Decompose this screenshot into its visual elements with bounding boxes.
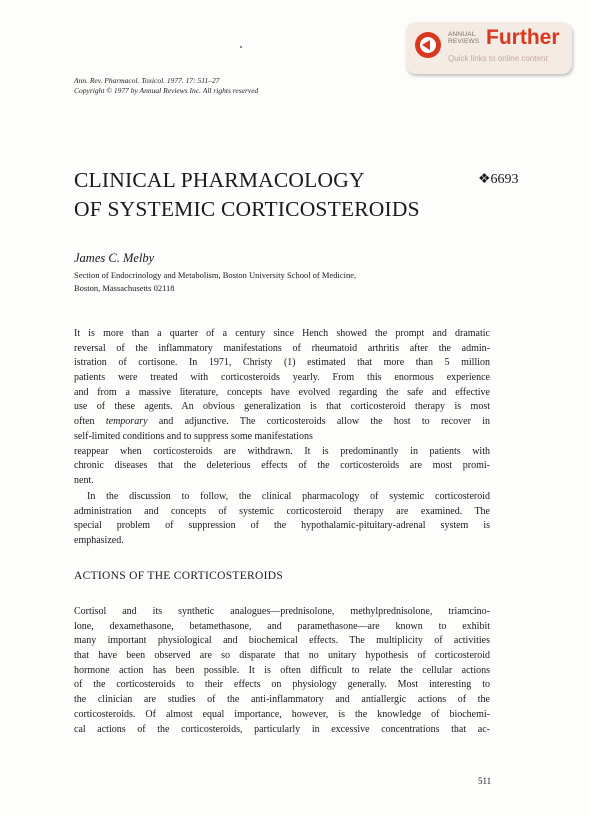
author-name: James C. Melby bbox=[74, 251, 155, 265]
text-line: of the corticosteroids to their effects on physiology generally. Most interesting to bbox=[74, 679, 490, 691]
text-line: nent. bbox=[74, 474, 94, 486]
text-line: Cortisol and its synthetic analogues—prednisolone, methylprednisolone, triamcino- bbox=[74, 606, 490, 617]
text-line: chronic diseases that the deleterious effects of the corticosteroids are most promi- bbox=[74, 460, 490, 472]
text-line: many important physiological and biochemical effects. The multiplicity of activities bbox=[74, 635, 490, 647]
article-code: ❖6693 bbox=[478, 172, 519, 187]
text-line: reversal of the inflammatory manifestations of rheumatoid arthritis after the admin- bbox=[74, 342, 490, 354]
text-line: the clinician are studies of the anti-inflammatory and antiallergic actions of the bbox=[74, 694, 490, 706]
publisher-name: ANNUAL REVIEWS bbox=[448, 31, 480, 45]
affiliation-line-1: Section of Endocrinology and Metabolism, Boston University School of Medicine, bbox=[74, 270, 357, 280]
citation bbox=[74, 76, 258, 96]
text-line: It is more than a quarter of a century since Hench showed the prompt and dramatic bbox=[74, 328, 490, 339]
section-paragraph bbox=[74, 605, 490, 737]
text-line: cal actions of the corticosteroids, particularly in excessive concentrations that ac- bbox=[74, 723, 490, 735]
text-line: hormone action has been possible. It is often difficult to relate the cellular actions bbox=[74, 664, 490, 676]
intro-paragraph bbox=[74, 327, 490, 489]
text-line: reappear when corticosteroids are withdrawn. It is predominantly in patients with bbox=[74, 445, 490, 457]
citation-line: Ann. Rev. Pharmacol. Toxicol. 1977. 17: 511–27 bbox=[74, 76, 220, 85]
text-line: administration and concepts of systemic corticosteroid therapy are examined. The bbox=[74, 505, 490, 517]
text-line: special problem of suppression of the hypothalamic-pituitary-adrenal system is bbox=[74, 520, 490, 532]
second-paragraph bbox=[74, 490, 490, 549]
article-title bbox=[74, 166, 420, 224]
further-word: Further bbox=[486, 26, 560, 49]
text-line: self-limited conditions and to suppress some manifestations bbox=[74, 430, 313, 442]
text-line: that have been observed are so disparate that no unitary hypothesis of corticosteroid bbox=[74, 650, 490, 662]
emphasis-text: temporary bbox=[105, 416, 148, 428]
further-tagline: Quick links to online content bbox=[448, 54, 548, 63]
further-banner[interactable] bbox=[406, 22, 572, 74]
text-line: emphasized. bbox=[74, 535, 124, 547]
copyright-line: Copyright © 1977 by Annual Reviews Inc. All rights reserved bbox=[74, 86, 259, 95]
speck-mark bbox=[240, 46, 242, 48]
annual-reviews-logo-icon bbox=[415, 32, 441, 58]
text-line: lone, dexamethasone, betamethasone, and paramethasone—are known to exhibit bbox=[74, 620, 490, 632]
text-line: and from a massive literature, concepts have evolved regarding the safe and effective bbox=[74, 386, 490, 398]
text-line: patients were treated with corticosteroids yearly. From this enormous experience bbox=[74, 372, 490, 384]
text-line: istration of cortisone. In 1971, Christy (1) estimated that more than 5 million bbox=[74, 357, 490, 369]
text-line: often temporary and adjunctive. The corticosteroids allow the host to recover in bbox=[74, 416, 490, 428]
text-line: use of these agents. An obvious generalization is that corticosteroid therapy is most bbox=[74, 401, 490, 413]
title-line-1: CLINICAL PHARMACOLOGY bbox=[74, 168, 365, 192]
text-line: corticosteroids. Of almost equal importance, however, is the knowledge of biochemi- bbox=[74, 708, 490, 720]
text-line: In the discussion to follow, the clinical pharmacology of systemic corticosteroid bbox=[87, 491, 490, 502]
page-number: 511 bbox=[478, 776, 492, 786]
title-line-2: OF SYSTEMIC CORTICOSTEROIDS bbox=[74, 197, 420, 221]
section-heading: ACTIONS OF THE CORTICOSTEROIDS bbox=[74, 570, 284, 582]
author-affiliation bbox=[74, 269, 356, 295]
affiliation-line-2: Boston, Massachusetts 02118 bbox=[74, 283, 175, 293]
